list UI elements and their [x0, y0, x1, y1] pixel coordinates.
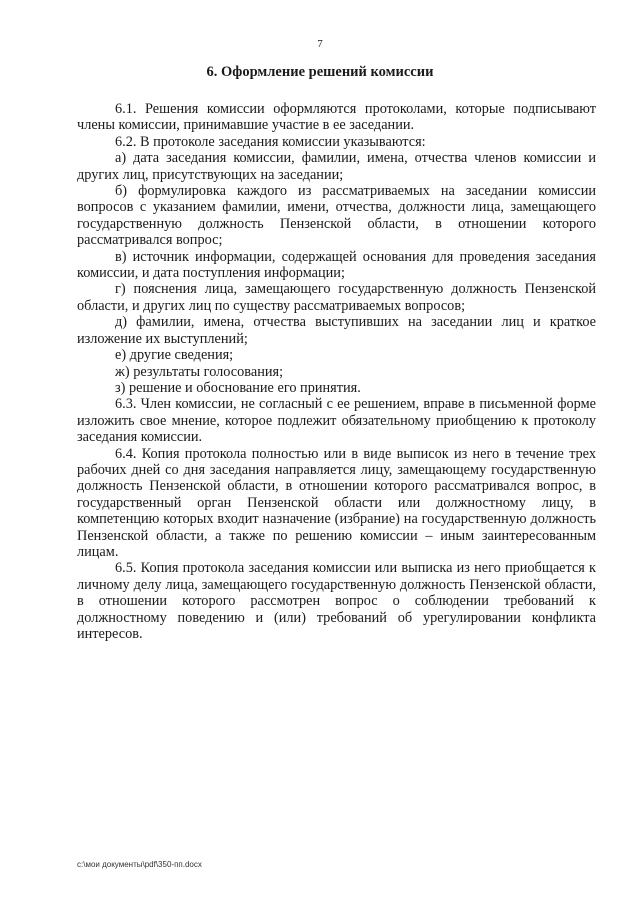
page-number: 7	[317, 38, 323, 50]
footer-file-path: c:\мои документы\pdf\350-пп.docx	[77, 860, 202, 869]
paragraph-6-1: 6.1. Решения комиссии оформляются протоколами, которые подписывают члены комиссии, принимавшие участие в ее заседании.	[77, 101, 596, 134]
list-item-a: а) дата заседания комиссии, фамилии, имена, отчества членов комиссии и других лиц, присутствующих на заседании;	[77, 150, 596, 183]
list-item-e: е) другие сведения;	[115, 347, 234, 364]
list-item-z: з) решение и обоснование его принятия.	[115, 379, 361, 396]
document-body	[77, 101, 596, 642]
list-item-d: д) фамилии, имена, отчества выступивших на заседании лиц и краткое изложение их выступлений;	[77, 314, 596, 347]
list-item-zh: ж) результаты голосования;	[115, 363, 284, 380]
list-item-v: в) источник информации, содержащей основания для проведения заседания комиссии, и дата поступления информации;	[77, 248, 596, 282]
section-heading: 6. Оформление решений комиссии	[206, 64, 434, 80]
paragraph-6-3: 6.3. Член комиссии, не согласный с ее решением, вправе в письменной форме изложить свое мнение, которое подлежит обязательному приобщению к протоколу заседания комиссии.	[77, 396, 596, 446]
paragraph-6-4: 6.4. Копия протокола полностью или в виде выписок из него в течение трех рабочих дней со дня заседания направляется лицу, замещающему государственную должность Пензенской области, в отношении которого рассматривался вопрос, в государственный орган Пензенской области или должностному лицу, в компетенцию которых входит назначение (избрание) на государственную должность Пензенской области, а также по решению комиссии – иным заинтересованным лицам.	[77, 445, 596, 560]
paragraph-6-2: 6.2. В протоколе заседания комиссии указываются:	[115, 133, 426, 150]
list-item-g: г) пояснения лица, замещающего государственную должность Пензенской области, и других лиц по существу рассматриваемых вопросов;	[77, 281, 596, 314]
paragraph-6-5: 6.5. Копия протокола заседания комиссии или выписка из него приобщается к личному делу лица, замещающего государственную должность Пензенской области, в отношении которого рассмотрен вопрос о соблюдении требований к должностному поведению и (или) требований об урегулировании конфликта интересов.	[77, 560, 596, 642]
list-item-b: б) формулировка каждого из рассматриваемых на заседании комиссии вопросов с указанием фамилии, имени, отчества, должности лица, замещающего государственную должность Пензенской области, в отношении которого рассматривался вопрос;	[77, 183, 596, 249]
